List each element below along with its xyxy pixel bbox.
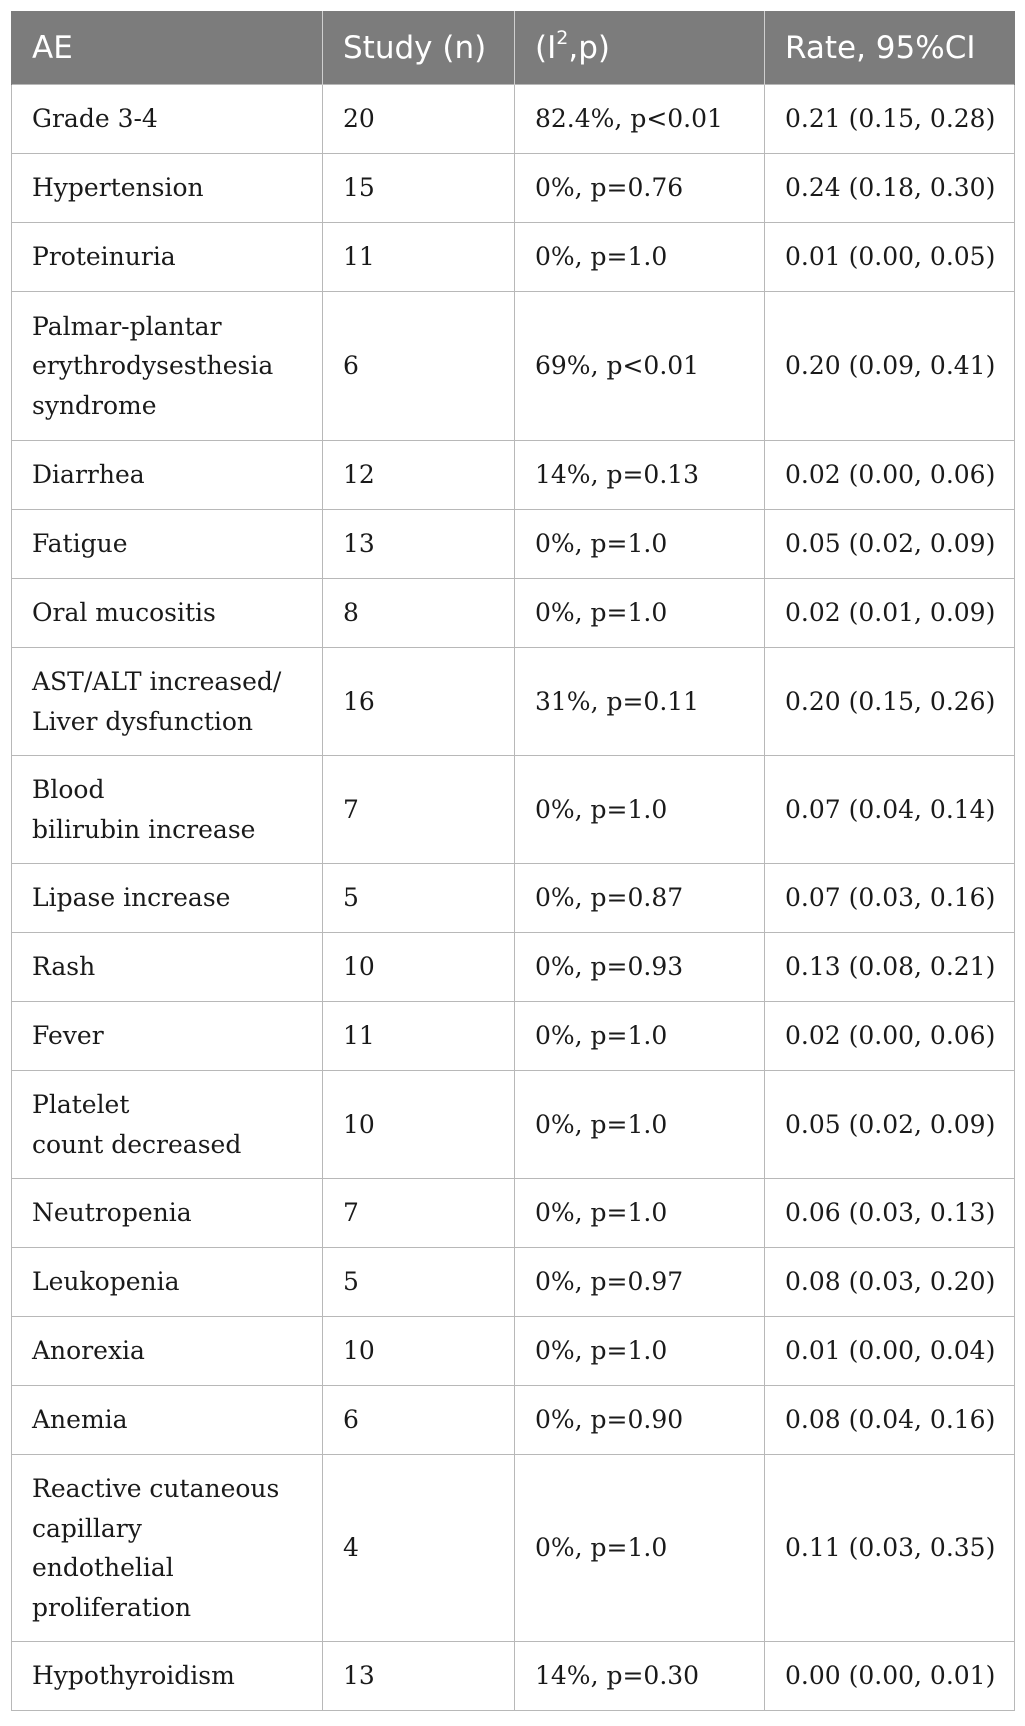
cell-ae: Reactive cutaneous capillary endothelial proliferation bbox=[12, 1455, 323, 1642]
cell-rate-ci: 0.21 (0.15, 0.28) bbox=[765, 85, 1015, 154]
cell-rate-ci: 0.13 (0.08, 0.21) bbox=[765, 933, 1015, 1002]
cell-ae: Neutropenia bbox=[12, 1179, 323, 1248]
table-row bbox=[12, 441, 1015, 510]
cell-i2-p: 0%, p=0.90 bbox=[515, 1386, 765, 1455]
header-rate-ci: Rate, 95%CI bbox=[765, 11, 1015, 85]
cell-i2-p: 0%, p=1.0 bbox=[515, 756, 765, 864]
cell-i2-p: 14%, p=0.13 bbox=[515, 441, 765, 510]
cell-ae: Fatigue bbox=[12, 510, 323, 579]
cell-study-n: 12 bbox=[323, 441, 515, 510]
cell-ae: Lipase increase bbox=[12, 864, 323, 933]
cell-study-n: 10 bbox=[323, 933, 515, 1002]
table-row bbox=[12, 1455, 1015, 1642]
table-row bbox=[12, 1002, 1015, 1071]
cell-ae: Proteinuria bbox=[12, 223, 323, 292]
header-i2-p bbox=[515, 11, 765, 85]
table-row bbox=[12, 648, 1015, 756]
table-row bbox=[12, 154, 1015, 223]
cell-rate-ci: 0.02 (0.00, 0.06) bbox=[765, 1002, 1015, 1071]
cell-study-n: 20 bbox=[323, 85, 515, 154]
table-row bbox=[12, 756, 1015, 864]
table-row bbox=[12, 292, 1015, 441]
cell-i2-p: 0%, p=0.76 bbox=[515, 154, 765, 223]
cell-study-n: 4 bbox=[323, 1455, 515, 1642]
table-row bbox=[12, 1642, 1015, 1711]
cell-study-n: 13 bbox=[323, 510, 515, 579]
cell-rate-ci: 0.06 (0.03, 0.13) bbox=[765, 1179, 1015, 1248]
cell-rate-ci: 0.01 (0.00, 0.04) bbox=[765, 1317, 1015, 1386]
cell-rate-ci: 0.02 (0.00, 0.06) bbox=[765, 441, 1015, 510]
cell-rate-ci: 0.05 (0.02, 0.09) bbox=[765, 510, 1015, 579]
cell-ae: Blood bilirubin increase bbox=[12, 756, 323, 864]
header-row bbox=[12, 11, 1015, 85]
cell-rate-ci: 0.08 (0.04, 0.16) bbox=[765, 1386, 1015, 1455]
cell-ae: Hypothyroidism bbox=[12, 1642, 323, 1711]
cell-ae: Leukopenia bbox=[12, 1248, 323, 1317]
table-body bbox=[12, 85, 1015, 1711]
cell-i2-p: 0%, p=1.0 bbox=[515, 1317, 765, 1386]
cell-i2-p: 69%, p<0.01 bbox=[515, 292, 765, 441]
cell-study-n: 6 bbox=[323, 292, 515, 441]
cell-rate-ci: 0.20 (0.09, 0.41) bbox=[765, 292, 1015, 441]
header-ae: AE bbox=[12, 11, 323, 85]
cell-rate-ci: 0.05 (0.02, 0.09) bbox=[765, 1071, 1015, 1179]
cell-study-n: 10 bbox=[323, 1317, 515, 1386]
table-row bbox=[12, 1386, 1015, 1455]
cell-rate-ci: 0.01 (0.00, 0.05) bbox=[765, 223, 1015, 292]
cell-rate-ci: 0.11 (0.03, 0.35) bbox=[765, 1455, 1015, 1642]
table-row bbox=[12, 864, 1015, 933]
cell-rate-ci: 0.00 (0.00, 0.01) bbox=[765, 1642, 1015, 1711]
cell-i2-p: 0%, p=1.0 bbox=[515, 1179, 765, 1248]
cell-i2-p: 82.4%, p<0.01 bbox=[515, 85, 765, 154]
cell-study-n: 5 bbox=[323, 864, 515, 933]
cell-ae: Oral mucositis bbox=[12, 579, 323, 648]
header-i2-superscript: 2 bbox=[556, 27, 569, 50]
cell-rate-ci: 0.20 (0.15, 0.26) bbox=[765, 648, 1015, 756]
cell-ae: Diarrhea bbox=[12, 441, 323, 510]
cell-ae: Platelet count decreased bbox=[12, 1071, 323, 1179]
cell-study-n: 7 bbox=[323, 756, 515, 864]
cell-ae: Hypertension bbox=[12, 154, 323, 223]
adverse-events-table bbox=[11, 11, 1015, 1711]
header-i2-prefix: (I bbox=[535, 29, 557, 66]
table-row bbox=[12, 223, 1015, 292]
cell-i2-p: 0%, p=1.0 bbox=[515, 510, 765, 579]
table-header bbox=[12, 11, 1015, 85]
cell-study-n: 16 bbox=[323, 648, 515, 756]
cell-study-n: 6 bbox=[323, 1386, 515, 1455]
cell-i2-p: 0%, p=1.0 bbox=[515, 223, 765, 292]
cell-i2-p: 0%, p=0.87 bbox=[515, 864, 765, 933]
header-i2-suffix: ,p) bbox=[568, 29, 610, 66]
cell-i2-p: 0%, p=1.0 bbox=[515, 1455, 765, 1642]
table-row bbox=[12, 510, 1015, 579]
table-row bbox=[12, 1248, 1015, 1317]
cell-ae: Rash bbox=[12, 933, 323, 1002]
cell-i2-p: 0%, p=1.0 bbox=[515, 1002, 765, 1071]
table-row bbox=[12, 85, 1015, 154]
header-study-n: Study (n) bbox=[323, 11, 515, 85]
cell-i2-p: 0%, p=0.97 bbox=[515, 1248, 765, 1317]
cell-rate-ci: 0.02 (0.01, 0.09) bbox=[765, 579, 1015, 648]
cell-ae: Anorexia bbox=[12, 1317, 323, 1386]
cell-ae: Anemia bbox=[12, 1386, 323, 1455]
table-row bbox=[12, 933, 1015, 1002]
cell-rate-ci: 0.24 (0.18, 0.30) bbox=[765, 154, 1015, 223]
table-row bbox=[12, 1317, 1015, 1386]
cell-ae: AST/ALT increased/ Liver dysfunction bbox=[12, 648, 323, 756]
table-row bbox=[12, 1179, 1015, 1248]
cell-study-n: 8 bbox=[323, 579, 515, 648]
cell-study-n: 11 bbox=[323, 223, 515, 292]
table-container bbox=[11, 11, 1014, 1711]
cell-study-n: 11 bbox=[323, 1002, 515, 1071]
cell-rate-ci: 0.08 (0.03, 0.20) bbox=[765, 1248, 1015, 1317]
cell-i2-p: 14%, p=0.30 bbox=[515, 1642, 765, 1711]
cell-i2-p: 31%, p=0.11 bbox=[515, 648, 765, 756]
cell-i2-p: 0%, p=0.93 bbox=[515, 933, 765, 1002]
cell-study-n: 5 bbox=[323, 1248, 515, 1317]
cell-study-n: 13 bbox=[323, 1642, 515, 1711]
cell-rate-ci: 0.07 (0.04, 0.14) bbox=[765, 756, 1015, 864]
cell-rate-ci: 0.07 (0.03, 0.16) bbox=[765, 864, 1015, 933]
cell-study-n: 10 bbox=[323, 1071, 515, 1179]
cell-ae: Grade 3-4 bbox=[12, 85, 323, 154]
table-row bbox=[12, 1071, 1015, 1179]
cell-i2-p: 0%, p=1.0 bbox=[515, 1071, 765, 1179]
cell-i2-p: 0%, p=1.0 bbox=[515, 579, 765, 648]
cell-ae: Palmar-plantar erythrodysesthesia syndrome bbox=[12, 292, 323, 441]
table-row bbox=[12, 579, 1015, 648]
cell-study-n: 15 bbox=[323, 154, 515, 223]
cell-ae: Fever bbox=[12, 1002, 323, 1071]
cell-study-n: 7 bbox=[323, 1179, 515, 1248]
